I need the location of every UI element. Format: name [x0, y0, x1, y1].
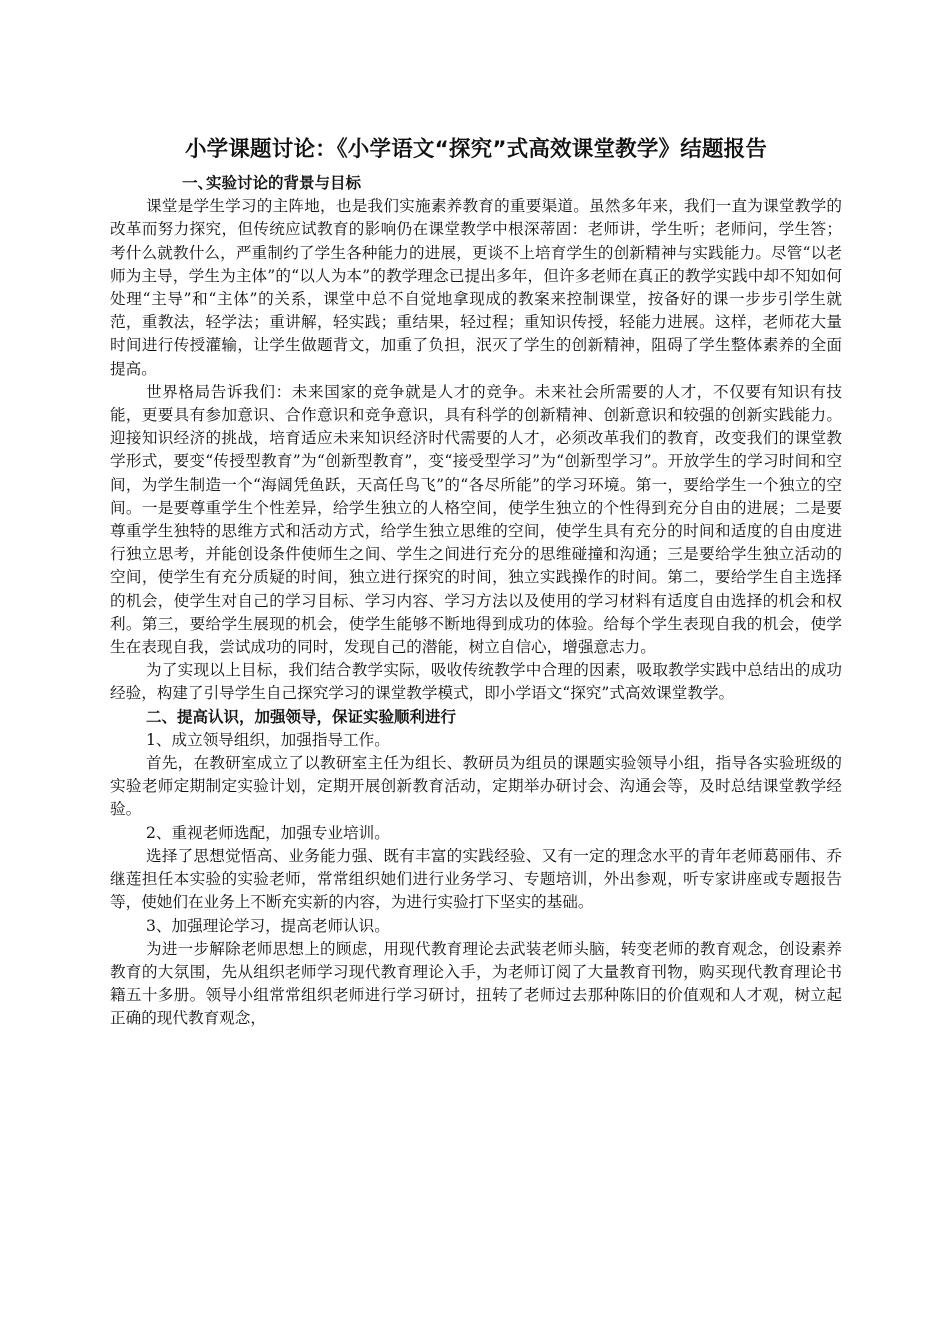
- document-title: 小学课题讨论：《小学语文“探究”式高效课堂教学》结题报告: [184, 137, 768, 162]
- section-2-subheading-3: 3、加强理论学习，提高老师认识。: [146, 916, 390, 935]
- section-2-paragraph-3: 为进一步解除老师思想上的顾虑，用现代教育理论去武装老师头脑，转变老师的教育观念，创设素养教育的大氛围，先从组织老师学习现代教育理论入手，为老师订阅了大量教育刊物，购买现代教育理论书籍五十多册。领导小组常常组织老师进行学习研讨，扭转了老师过去那种陈旧的价值观和人才观，树立起正确的现代教育观念，: [110, 939, 842, 1028]
- section-1-heading-text: 实验讨论的背景与目标: [206, 174, 362, 192]
- section-2-paragraph-1: 首先，在教研室成立了以教研室主任为组长、教研员为组员的课题实验领导小组，指导各实验班级的实验老师定期制定实验计划，定期开展创新教育活动，定期举办研讨会、沟通会等，及时总结课堂教学经验。: [110, 754, 842, 819]
- section-1-paragraph-3: 为了实现以上目标，我们结合教学实际，吸收传统教学中合理的因素，吸取教学实践中总结出的成功经验，构建了引导学生自己探究学习的课堂教学模式，即小学语文“探究”式高效课堂教学。: [110, 661, 842, 703]
- section-1-number: 一、: [182, 174, 214, 192]
- section-1-paragraph-2: 世界格局告诉我们：未来国家的竞争就是人才的竞争。未来社会所需要的人才，不仅要有知识有技能，更要具有参加意识、合作意识和竞争意识，具有科学的创新精神、创新意识和较强的创新实践能力。迎接知识经济的挑战，培育适应未来知识经济时代需要的人才，必须改革我们的教育，改变我们的课堂教学形式，要变“传授型教育”为“创新型教育”，变“接受型学习”为“创新型学习”。开放学生的学习时间和空间，为学生制造一个“海阔凭鱼跃，天高任鸟飞”的“各尽所能”的学习环境。第一，要给学生一个独立的空间。一是要尊重学生个性差异，给学生独立的人格空间，使学生独立的个性得到充分自由的进展；二是要尊重学生独特的思维方式和活动方式，给学生独立思维的空间，使学生具有充分的时间和适度的自由度进行独立思考，并能创设条件使师生之间、学生之间进行充分的思维碰撞和沟通；三是要给学生独立活动的空间，使学生有充分质疑的时间，独立进行探究的时间，独立实践操作的时间。第二，要给学生自主选择的机会，使学生对自己的学习目标、学习内容、学习方法以及使用的学习材料有适度自由选择的机会和权利。第三，要给学生展现的机会，使学生能够不断地得到成功的体验。给每个学生表现自我的机会，使学生在表现自我，尝试成功的同时，发现自己的潜能，树立自信心，增强意志力。: [110, 382, 842, 657]
- section-2-subheading-1: 1、成立领导组织，加强指导工作。: [146, 730, 390, 749]
- section-1-paragraph-1: 课堂是学生学习的主阵地，也是我们实施素养教育的重要渠道。虽然多年来，我们一直为课堂教学的改革而努力探究，但传统应试教育的影响仍在课堂教学中根深蒂固：老师讲，学生听；老师问，学生答；考什么就教什么，严重制约了学生各种能力的进展，更谈不上培育学生的创新精神与实践能力。尽管“以老师为主导，学生为主体”的“以人为本”的教学理念已提出多年，但许多老师在真正的教学实践中却不知如何处理“主导”和“主体”的关系，课堂中总不自觉地拿现成的教案来控制课堂，按备好的课一步步引学生就范，重教法，轻学法；重讲解，轻实践；重结果，轻过程；重知识传授，轻能力进展。这样，老师花大量时间进行传授灌输，让学生做题背文，加重了负担，泯灭了学生的创新精神，阻碍了学生整体素养的全面提高。: [110, 197, 842, 378]
- section-2-paragraph-2: 选择了思想觉悟高、业务能力强、既有丰富的实践经验、又有一定的理念水平的青年老师葛丽伟、乔继莲担任本实验的实验老师，常常组织她们进行业务学习、专题培训，外出参观，听专家讲座或专题报告等，使她们在业务上不断充实新的内容，为进行实验打下坚实的基础。: [110, 846, 842, 912]
- section-2-subheading-2: 2、重视老师选配，加强专业培训。: [146, 823, 390, 842]
- section-2-heading: 二、提高认识，加强领导，保证实验顺利进行: [146, 707, 457, 726]
- section-1-heading: [110, 172, 842, 195]
- document-page: [110, 132, 842, 1031]
